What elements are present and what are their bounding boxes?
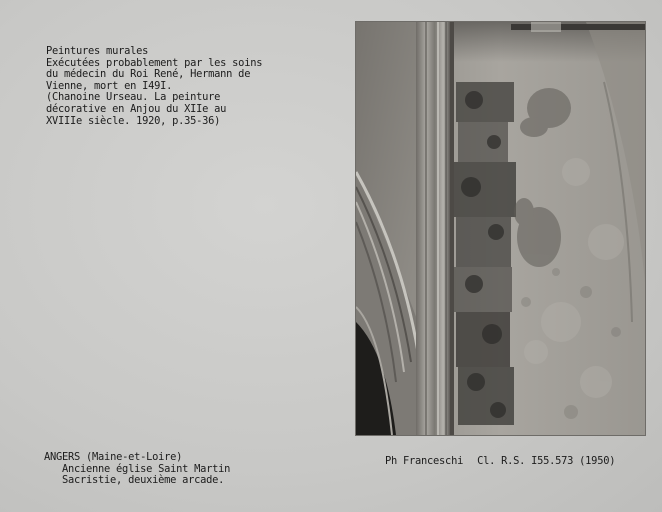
caption-line: du médecin du Roi René, Hermann de bbox=[46, 68, 251, 81]
credit-line bbox=[385, 456, 615, 468]
caption-line: Exécutées probablement par les soins bbox=[46, 56, 263, 69]
building-line: Ancienne église Saint Martin bbox=[62, 462, 231, 475]
wall-painting-photo bbox=[356, 22, 645, 435]
caption-line: Vienne, mort en I49I. bbox=[46, 79, 173, 92]
caption-line: Peintures murales bbox=[46, 45, 149, 57]
caption-line: décorative en Anjou du XIIe au bbox=[46, 102, 227, 115]
detail-line: Sacristie, deuxième arcade. bbox=[62, 474, 225, 487]
photo-reference: Cl. R.S. I55.573 (1950) bbox=[477, 455, 616, 467]
caption-line: (Chanoine Urseau. La peinture bbox=[46, 91, 221, 104]
city-line: ANGERS (Maine-et-Loire) bbox=[44, 451, 183, 463]
location-block bbox=[44, 452, 230, 487]
caption-line: XVIIIe siècle. 1920, p.35-36) bbox=[46, 114, 221, 127]
photographer-credit: Ph Franceschi bbox=[385, 455, 464, 467]
caption-block bbox=[46, 46, 262, 127]
